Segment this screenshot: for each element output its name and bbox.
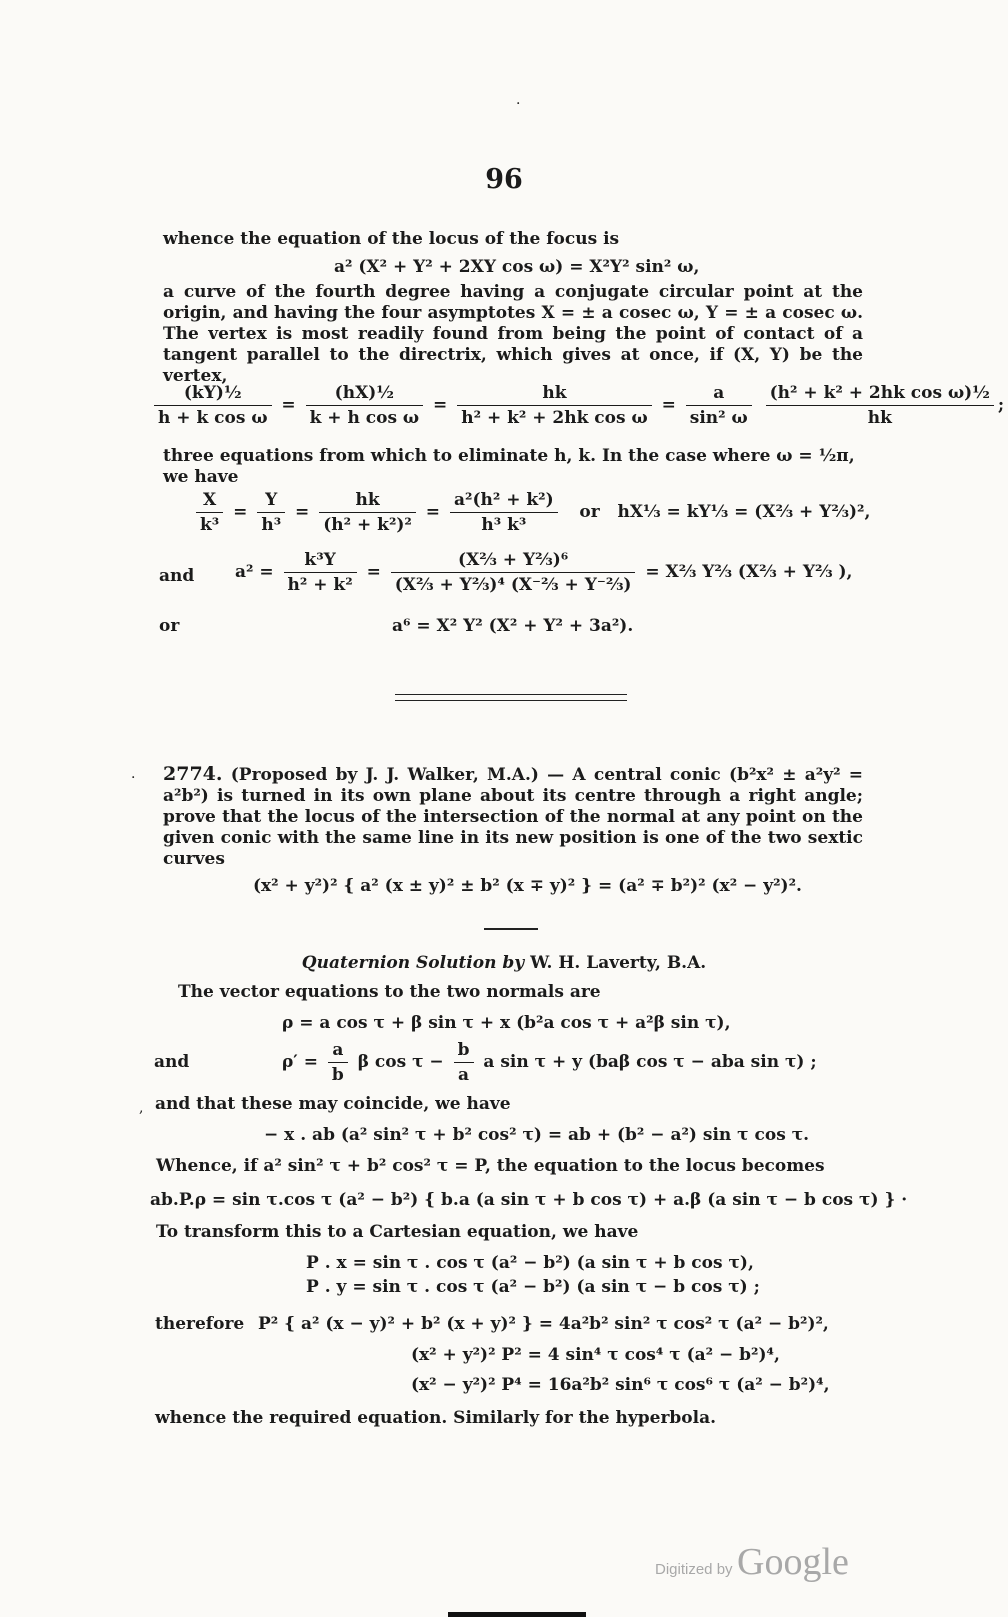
curve-paragraph: a curve of the fourth degree having a conjugate circular point at the origin, and having the four asymptotes X = ± a cosec ω, Y = ± a cosec ω. The vertex is most readily found from being the point of contact of a tangent parallel to the directrix, which gives at once, if (X, Y) be the vertex,	[163, 282, 863, 386]
bottom-bar	[448, 1612, 586, 1617]
short-divider	[484, 928, 538, 930]
problem-number: 2774.	[163, 763, 223, 785]
solution-author: W. H. Laverty, B.A.	[530, 953, 707, 973]
and-label-2: and	[154, 1052, 190, 1072]
locus-vector-equation: ab.P.ρ = sin τ.cos τ (a² − b²) { b.a (a sin τ + b cos τ) + a.β (a sin τ − b cos τ) } ·	[150, 1190, 908, 1210]
vertex-frac-3: $\frac{hk}{\text{h² + k² + 2hk cos ω}}$	[457, 383, 651, 428]
vector-intro: The vector equations to the two normals are	[178, 982, 601, 1002]
three-equations-text: three equations from which to eliminate h, k. In the case where ω = ½π,	[163, 446, 855, 466]
vertex-frac-2: $\frac{\text{(hX)½}}{\text{k + h cos ω}}$	[306, 383, 424, 428]
therefore-label: therefore	[155, 1314, 245, 1334]
a2-frac-1: $\frac{\text{k³Y}}{\text{h² + k²}}$	[284, 550, 357, 595]
google-logo: Google	[737, 1541, 849, 1583]
therefore-equation-2: (x² + y²)² P² = 4 sin⁴ τ cos⁴ τ (a² − b²)⁴,	[411, 1345, 780, 1365]
whence-text: Whence, if a² sin² τ + b² cos² τ = P, the equation to the locus becomes	[156, 1156, 825, 1176]
intro-text: whence the equation of the locus of the focus is	[163, 229, 620, 249]
frac-b-over-a: $\frac{b}{a}$	[454, 1040, 474, 1085]
a2-frac-2: $\frac{\text{(X⅔ + Y⅔)⁶}}{\text{(X⅔ + Y⅔)⁴ (X⁻⅔ + Y⁻⅔)}}$	[391, 550, 636, 595]
rho-equation: ρ = a cos τ + β sin τ + x (b²a cos τ + a²β sin τ),	[282, 1013, 731, 1033]
coincide-text: and that these may coincide, we have	[155, 1094, 511, 1114]
solution-heading: Quaternion Solution by W. H. Laverty, B.A.	[301, 953, 707, 973]
vertex-frac-5: $\frac{\text{(h² + k² + 2hk cos ω)½}}{hk}$	[766, 383, 994, 428]
xy-frac-2: $\frac{Y}{\text{h³}}$	[257, 490, 285, 535]
divider-line-1	[395, 694, 627, 695]
a2-equation: a² = $\frac{\text{k³Y}}{\text{h² + k²}}$ = $\frac{\text{(X⅔ + Y⅔)⁶}}{\text{(X⅔ + Y⅔)⁴ (X⁻⅔ + Y⁻⅔)}}$ = X⅔ Y⅔ (X⅔ + Y⅔ ),	[235, 550, 853, 595]
vertex-frac-1: $\frac{\text{(kY)½}}{\text{h + k cos ω}}$	[154, 383, 272, 428]
or-word: or	[579, 502, 600, 522]
and-label: and	[159, 566, 195, 586]
or-label: or	[159, 616, 180, 636]
digitized-watermark	[655, 1540, 849, 1584]
closing-text: whence the required equation. Similarly for the hyperbola.	[155, 1408, 717, 1428]
xy-tail: hX⅓ = kY⅓ = (X⅔ + Y⅔)²,	[617, 502, 871, 522]
sextic-equation: (x² + y²)² { a² (x ± y)² ± b² (x ∓ y)² } = (a² ∓ b²)² (x² − y²)².	[253, 876, 802, 896]
a6-equation: a⁶ = X² Y² (X² + Y² + 3a²).	[392, 616, 634, 636]
xy-frac-1: $\frac{X}{\text{k³}}$	[196, 490, 223, 535]
vertex-frac-4: $\frac{a}{\text{sin² ω}}$	[686, 383, 752, 428]
problem-statement	[163, 764, 863, 870]
speck: ·	[516, 96, 521, 112]
divider-line-2	[395, 700, 627, 701]
therefore-equation-1: P² { a² (x − y)² + b² (x + y)² } = 4a²b² sin² τ cos² τ (a² − b²)²,	[258, 1314, 829, 1334]
xy-equation: $\frac{X}{\text{k³}}$ = $\frac{Y}{\text{h³}}$ = $\frac{hk}{\text{(h² + k²)²}}$ = $\frac{\text{a²(h² + k²)}}{\text{h³ k³}}$ or hX⅓ = kY⅓ = (X⅔ + Y⅔)²,	[192, 490, 870, 535]
vertex-equation: $\frac{\text{(kY)½}}{\text{h + k cos ω}}$ = $\frac{\text{(hX)½}}{\text{k + h cos ω}}$ = $\frac{hk}{\text{h² + k² + 2hk cos ω}}$ = $\frac{a}{\text{sin² ω}}$ $\frac{\text{(h² + k² + 2hk cos ω)½}}{hk}$ ;	[150, 383, 1004, 428]
therefore-equation-3: (x² − y²)² P⁴ = 16a²b² sin⁶ τ cos⁶ τ (a² − b²)⁴,	[411, 1375, 830, 1395]
speck: ·	[131, 770, 136, 786]
rho-prime-equation: ρ′ = $\frac{a}{b}$ β cos τ − $\frac{b}{a}$ a sin τ + y (baβ cos τ − aba sin τ) ;	[282, 1040, 817, 1085]
we-have-text: we have	[163, 467, 239, 487]
frac-a-over-b: $\frac{a}{b}$	[328, 1040, 348, 1085]
digitized-label: Digitized by	[655, 1561, 733, 1578]
px-equation: P . x = sin τ . cos τ (a² − b²) (a sin τ + b cos τ),	[306, 1253, 754, 1273]
locus-equation: a² (X² + Y² + 2XY cos ω) = X²Y² sin² ω,	[334, 257, 700, 277]
page-number: 96	[485, 164, 523, 195]
speck: ,	[139, 1100, 144, 1116]
x-equation: − x . ab (a² sin² τ + b² cos² τ) = ab + (b² − a²) sin τ cos τ.	[264, 1125, 810, 1145]
problem-text: (Proposed by J. J. Walker, M.A.) — A central conic (b²x² ± a²y² = a²b²) is turned in its own plane about its centre through a right angle; prove that the locus of the intersection of the normal at any point on the given conic with the same line in its new position is one of the two sextic curves	[163, 765, 864, 869]
xy-frac-3: $\frac{hk}{\text{(h² + k²)²}}$	[319, 490, 416, 535]
xy-frac-4: $\frac{\text{a²(h² + k²)}}{\text{h³ k³}}$	[450, 490, 558, 535]
transform-text: To transform this to a Cartesian equation, we have	[156, 1222, 639, 1242]
py-equation: P . y = sin τ . cos τ (a² − b²) (a sin τ − b cos τ) ;	[306, 1277, 760, 1297]
